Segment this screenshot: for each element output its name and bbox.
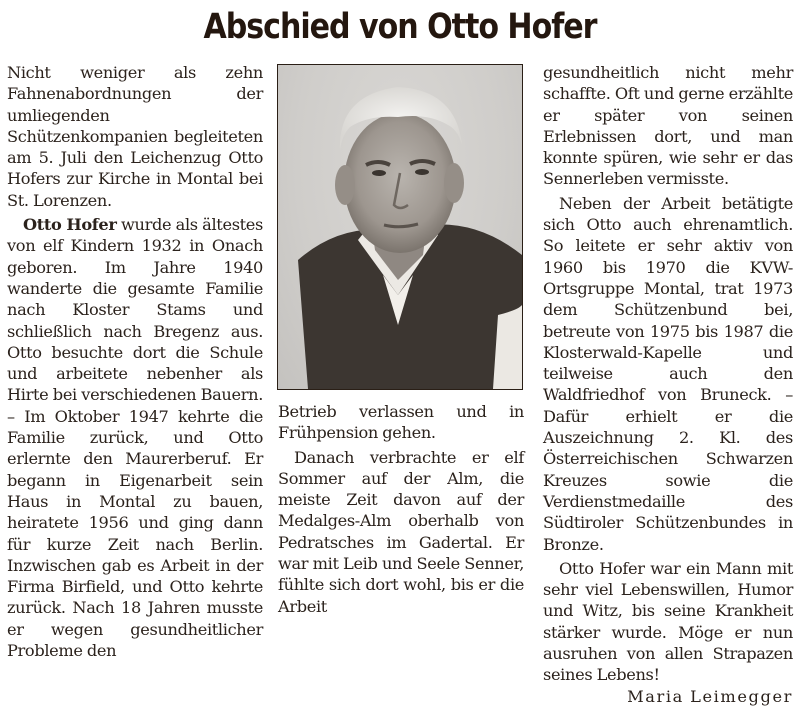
paragraph — [7, 214, 263, 661]
paragraph-text: wurde als ältestes von elf Kindern 1932 in Onach geboren. Im Jahre 1940 wanderte die gesamte Familie nach Kloster Stams und schließlich nach Bregenz aus. Otto besuchte dort die Schule und arbeitete nebenher als Hirte bei verschiedenen Bauern. – Im Oktober 1947 kehrte die Familie zurück, und Otto erlernte den Maurerberuf. Er begann in Eigenarbeit sein Haus in Montal zu bauen, heiratete 1956 und ging dann für kurze Zeit nach Berlin. Inzwischen gab es Arbeit in der Firma Birfield, und Otto kehrte zurück. Nach 18 Jahren musste er wegen gesundheitlicher Probleme den — [7, 215, 263, 661]
column-3 — [543, 62, 793, 707]
paragraph: Otto Hofer war ein Mann mit sehr viel Lebenswillen, Humor und Witz, bis seine Krankheit stärker wurde. Möge er nun ausruhen von allen Strapazen seines Lebens! — [543, 558, 793, 685]
column-1 — [7, 62, 263, 661]
name-lead: Otto Hofer — [23, 215, 117, 235]
portrait-photo — [277, 64, 523, 390]
portrait-image — [278, 65, 522, 389]
paragraph: Danach verbrachte er elf Sommer auf der Alm, die meiste Zeit davon auf der Medalges-Alm oberhalb von Pedratsches im Gadertal. Er war mit Leib und Seele Senner, fühlte sich dort wohl, bis er die Arbeit — [278, 447, 524, 616]
author-signature: Maria Leimegger — [627, 686, 793, 706]
article-title: Abschied von Otto Hofer — [203, 7, 597, 47]
paragraph: gesundheitlich nicht mehr schaffte. Oft und gerne erzählte er später von seinen Erlebnissen dort, und man konnte spüren, wie sehr er das Sennerleben vermisste. — [543, 63, 793, 189]
paragraph: Betrieb verlassen und in Frühpension gehen. — [278, 402, 524, 443]
paragraph: Nicht weniger als zehn Fahnenabordnungen der umliegenden Schützenkompanien begleiteten am 5. Juli den Leichenzug Otto Hofers zur Kirche in Montal bei St. Lorenzen. — [7, 63, 263, 210]
paragraph: Neben der Arbeit betätigte sich Otto auch ehrenamtlich. So leitete er sehr aktiv von 1960 bis 1970 die KVW-Ortsgruppe Montal, trat 1973 dem Schützenbund bei, betreute von 1975 bis 1987 die Klosterwald-Kapelle und teilweise auch den Waldfriedhof von Bruneck. – Dafür erhielt er die Auszeichnung 2. Kl. des Österreichischen Schwarzen Kreuzes sowie die Verdienstmedaille des Südtiroler Schützenbundes in Bronze. — [543, 193, 793, 554]
